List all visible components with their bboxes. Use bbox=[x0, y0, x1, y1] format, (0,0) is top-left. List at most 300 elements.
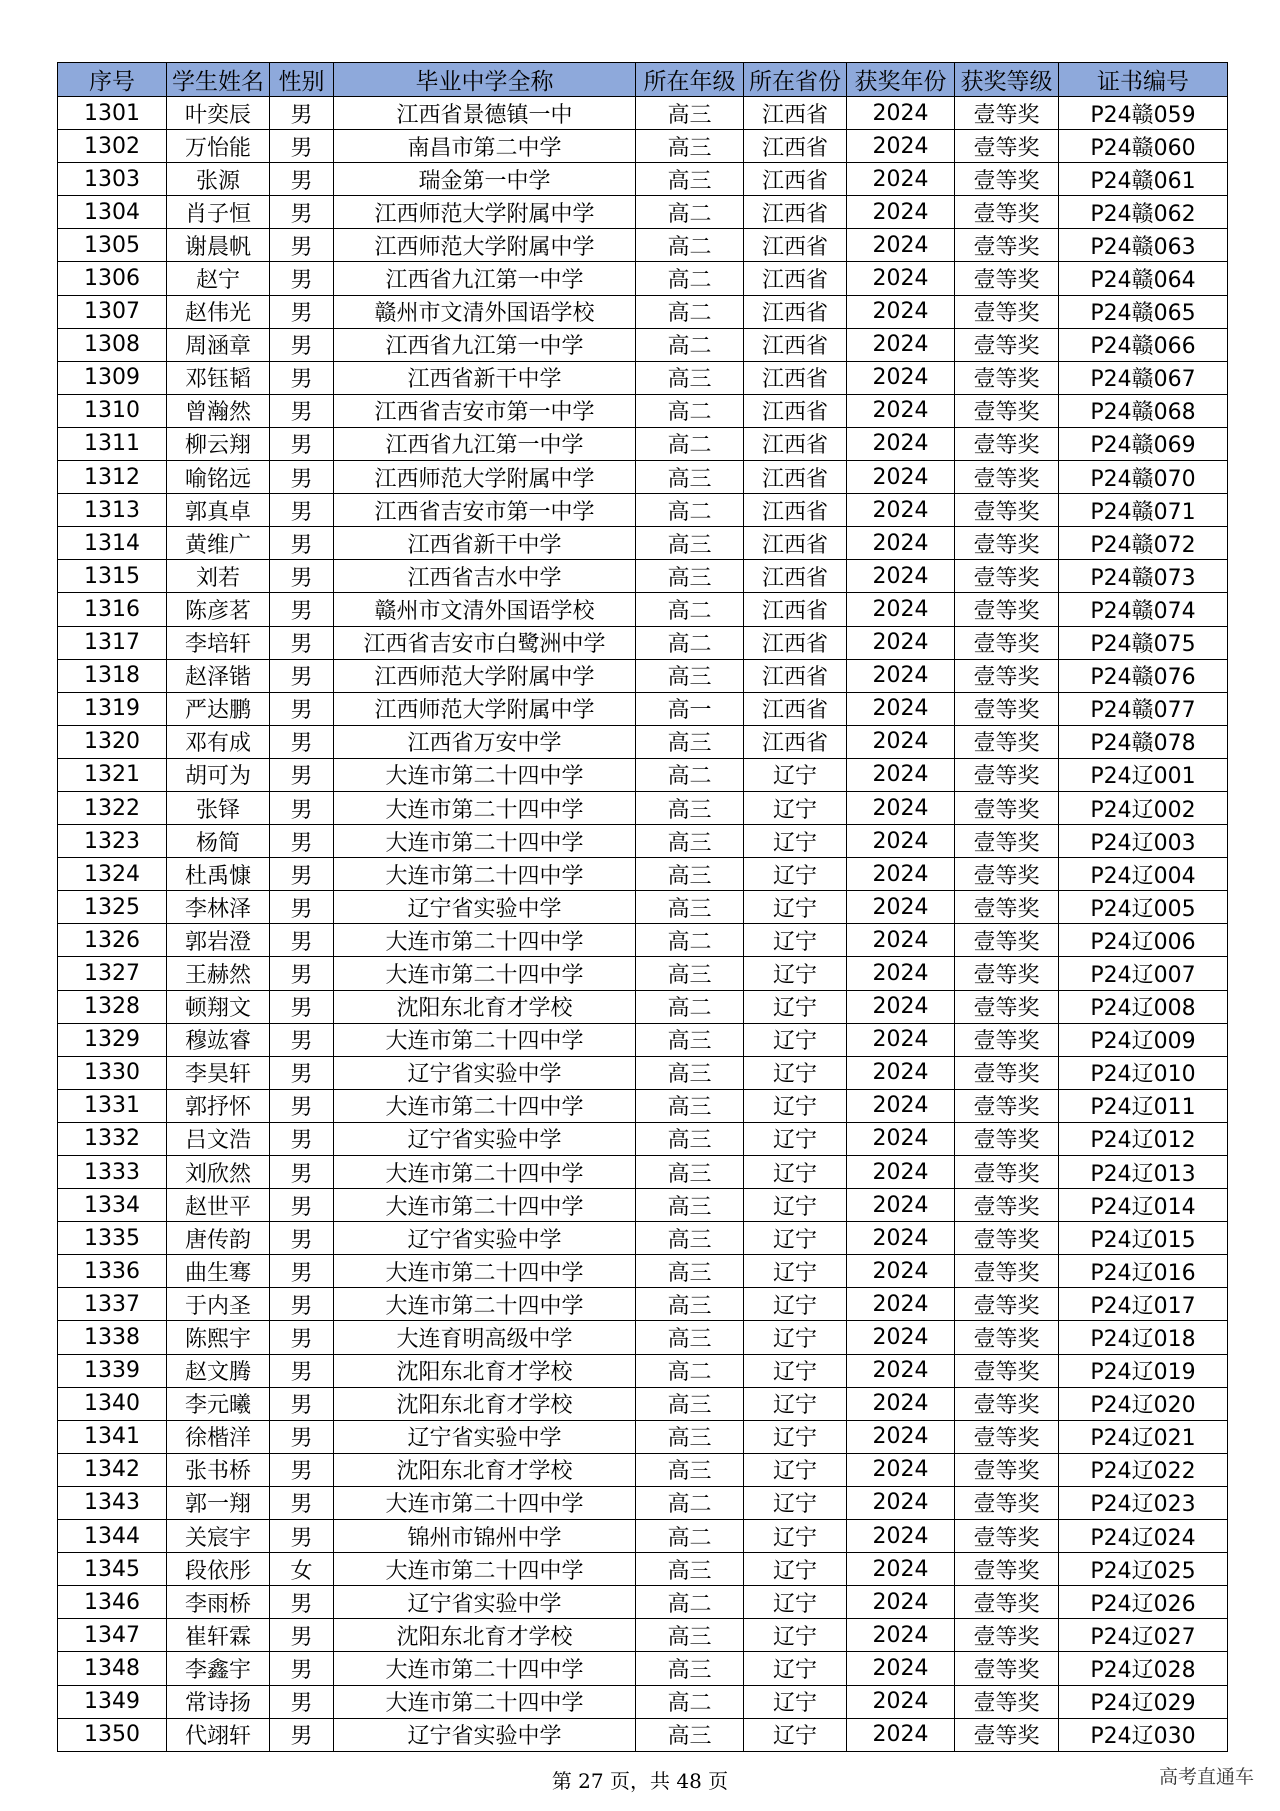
table-cell: 女 bbox=[270, 1553, 334, 1586]
table-cell: 2024 bbox=[847, 825, 955, 858]
table-cell: 壹等奖 bbox=[955, 990, 1059, 1023]
table-cell: 江西省 bbox=[744, 394, 847, 427]
header-cell: 获奖年份 bbox=[847, 63, 955, 97]
table-cell: 男 bbox=[270, 924, 334, 957]
table-cell: 2024 bbox=[847, 361, 955, 394]
table-cell: 江西省 bbox=[744, 494, 847, 527]
table-cell: 辽宁 bbox=[744, 1255, 847, 1288]
table-cell: 高二 bbox=[636, 494, 744, 527]
table-row bbox=[58, 825, 1228, 858]
table-cell: P24辽026 bbox=[1059, 1586, 1228, 1619]
table-cell: 刘欣然 bbox=[167, 1156, 270, 1189]
table-cell: 1331 bbox=[58, 1089, 167, 1122]
table-cell: 江西省 bbox=[744, 659, 847, 692]
table-cell: 2024 bbox=[847, 1652, 955, 1685]
table-cell: 1312 bbox=[58, 461, 167, 494]
table-cell: P24赣075 bbox=[1059, 626, 1228, 659]
table-cell: 男 bbox=[270, 130, 334, 163]
table-cell: 1309 bbox=[58, 361, 167, 394]
table-cell: 男 bbox=[270, 1122, 334, 1155]
table-cell: 2024 bbox=[847, 1453, 955, 1486]
table-cell: 高三 bbox=[636, 1122, 744, 1155]
table-cell: 2024 bbox=[847, 1089, 955, 1122]
table-cell: 2024 bbox=[847, 295, 955, 328]
table-cell: 男 bbox=[270, 957, 334, 990]
table-cell: 李昊轩 bbox=[167, 1056, 270, 1089]
table-cell: 高二 bbox=[636, 1685, 744, 1718]
table-cell: 男 bbox=[270, 626, 334, 659]
table-cell: 高二 bbox=[636, 626, 744, 659]
table-cell: 高三 bbox=[636, 1023, 744, 1056]
table-cell: 男 bbox=[270, 725, 334, 758]
table-cell: 李元曦 bbox=[167, 1387, 270, 1420]
table-row bbox=[58, 659, 1228, 692]
table-cell: 高三 bbox=[636, 858, 744, 891]
table-cell: 段依彤 bbox=[167, 1553, 270, 1586]
table-cell: 曲生骞 bbox=[167, 1255, 270, 1288]
table-cell: 江西省九江第一中学 bbox=[334, 427, 636, 460]
table-cell: 高三 bbox=[636, 1288, 744, 1321]
table-cell: 壹等奖 bbox=[955, 1255, 1059, 1288]
table-cell: 壹等奖 bbox=[955, 1387, 1059, 1420]
table-cell: 壹等奖 bbox=[955, 1420, 1059, 1453]
table-cell: 高三 bbox=[636, 1553, 744, 1586]
table-cell: 赣州市文清外国语学校 bbox=[334, 295, 636, 328]
table-row bbox=[58, 1089, 1228, 1122]
table-cell: 壹等奖 bbox=[955, 262, 1059, 295]
table-cell: 壹等奖 bbox=[955, 1553, 1059, 1586]
table-cell: 辽宁 bbox=[744, 1222, 847, 1255]
table-cell: 高二 bbox=[636, 758, 744, 791]
header-cell: 序号 bbox=[58, 63, 167, 97]
table-cell: 高三 bbox=[636, 725, 744, 758]
table-cell: 2024 bbox=[847, 130, 955, 163]
table-cell: 2024 bbox=[847, 593, 955, 626]
table-row bbox=[58, 593, 1228, 626]
table-cell: 壹等奖 bbox=[955, 1156, 1059, 1189]
table-cell: 李鑫宇 bbox=[167, 1652, 270, 1685]
table-cell: 江西省 bbox=[744, 725, 847, 758]
table-cell: 辽宁 bbox=[744, 1288, 847, 1321]
table-cell: 大连市第二十四中学 bbox=[334, 758, 636, 791]
table-cell: 男 bbox=[270, 527, 334, 560]
table-cell: 男 bbox=[270, 1255, 334, 1288]
table-cell: 郭一翔 bbox=[167, 1486, 270, 1519]
table-cell: 男 bbox=[270, 1056, 334, 1089]
table-cell: P24辽020 bbox=[1059, 1387, 1228, 1420]
table-cell: 壹等奖 bbox=[955, 560, 1059, 593]
table-cell: 男 bbox=[270, 1718, 334, 1751]
table-cell: 辽宁 bbox=[744, 1685, 847, 1718]
table-cell: P24辽023 bbox=[1059, 1486, 1228, 1519]
table-cell: 李林泽 bbox=[167, 891, 270, 924]
table-cell: 高三 bbox=[636, 97, 744, 130]
table-cell: 壹等奖 bbox=[955, 1122, 1059, 1155]
table-cell: 1319 bbox=[58, 692, 167, 725]
table-cell: 壹等奖 bbox=[955, 1586, 1059, 1619]
table-cell: 2024 bbox=[847, 990, 955, 1023]
table-cell: 2024 bbox=[847, 891, 955, 924]
table-cell: 1343 bbox=[58, 1486, 167, 1519]
table-cell: P24赣069 bbox=[1059, 427, 1228, 460]
page-number: 第 27 页，共 48 页 bbox=[551, 1769, 729, 1793]
table-cell: 南昌市第二中学 bbox=[334, 130, 636, 163]
table-cell: 辽宁 bbox=[744, 1122, 847, 1155]
table-cell: 2024 bbox=[847, 1586, 955, 1619]
table-row bbox=[58, 957, 1228, 990]
table-cell: 赵宁 bbox=[167, 262, 270, 295]
table-cell: 江西省 bbox=[744, 593, 847, 626]
table-row bbox=[58, 1056, 1228, 1089]
table-cell: P24辽010 bbox=[1059, 1056, 1228, 1089]
table-cell: 1315 bbox=[58, 560, 167, 593]
table-cell: 男 bbox=[270, 692, 334, 725]
table-cell: 2024 bbox=[847, 1056, 955, 1089]
table-cell: 代翊轩 bbox=[167, 1718, 270, 1751]
table-cell: 辽宁省实验中学 bbox=[334, 1586, 636, 1619]
table-cell: 1301 bbox=[58, 97, 167, 130]
table-cell: 辽宁 bbox=[744, 791, 847, 824]
table-cell: 辽宁 bbox=[744, 1586, 847, 1619]
table-cell: 1348 bbox=[58, 1652, 167, 1685]
table-cell: 辽宁 bbox=[744, 924, 847, 957]
table-cell: 壹等奖 bbox=[955, 891, 1059, 924]
table-cell: P24辽008 bbox=[1059, 990, 1228, 1023]
table-cell: 辽宁省实验中学 bbox=[334, 1056, 636, 1089]
table-cell: P24辽016 bbox=[1059, 1255, 1228, 1288]
table-cell: 高三 bbox=[636, 1420, 744, 1453]
table-cell: 大连市第二十四中学 bbox=[334, 1255, 636, 1288]
table-cell: 壹等奖 bbox=[955, 1288, 1059, 1321]
table-cell: P24赣073 bbox=[1059, 560, 1228, 593]
table-cell: 1305 bbox=[58, 229, 167, 262]
table-cell: P24辽014 bbox=[1059, 1189, 1228, 1222]
table-row bbox=[58, 692, 1228, 725]
table-cell: P24辽002 bbox=[1059, 791, 1228, 824]
table-cell: 1328 bbox=[58, 990, 167, 1023]
header-cell: 学生姓名 bbox=[167, 63, 270, 97]
table-cell: 江西师范大学附属中学 bbox=[334, 196, 636, 229]
table-cell: 高二 bbox=[636, 1486, 744, 1519]
table-cell: 江西省 bbox=[744, 328, 847, 361]
table-cell: 严达鹏 bbox=[167, 692, 270, 725]
table-cell: 壹等奖 bbox=[955, 295, 1059, 328]
table-cell: 男 bbox=[270, 1321, 334, 1354]
table-row bbox=[58, 1520, 1228, 1553]
table-cell: 1322 bbox=[58, 791, 167, 824]
table-cell: 高三 bbox=[636, 1718, 744, 1751]
table-cell: P24辽029 bbox=[1059, 1685, 1228, 1718]
table-cell: 男 bbox=[270, 1685, 334, 1718]
table-cell: 李培轩 bbox=[167, 626, 270, 659]
table-cell: 男 bbox=[270, 494, 334, 527]
table-cell: 江西省吉水中学 bbox=[334, 560, 636, 593]
table-cell: 壹等奖 bbox=[955, 1486, 1059, 1519]
table-cell: 大连市第二十四中学 bbox=[334, 858, 636, 891]
table-cell: 2024 bbox=[847, 560, 955, 593]
table-cell: 壹等奖 bbox=[955, 1321, 1059, 1354]
table-cell: 大连市第二十四中学 bbox=[334, 791, 636, 824]
table-cell: 肖子恒 bbox=[167, 196, 270, 229]
table-cell: 壹等奖 bbox=[955, 1354, 1059, 1387]
results-sheet bbox=[57, 62, 1227, 1752]
table-cell: 2024 bbox=[847, 1553, 955, 1586]
table-cell: 男 bbox=[270, 1222, 334, 1255]
table-cell: 赵世平 bbox=[167, 1189, 270, 1222]
table-cell: 1337 bbox=[58, 1288, 167, 1321]
table-cell: 2024 bbox=[847, 196, 955, 229]
table-cell: P24赣063 bbox=[1059, 229, 1228, 262]
table-cell: 2024 bbox=[847, 427, 955, 460]
table-cell: 壹等奖 bbox=[955, 1189, 1059, 1222]
table-cell: 刘若 bbox=[167, 560, 270, 593]
table-row bbox=[58, 262, 1228, 295]
table-cell: 壹等奖 bbox=[955, 1685, 1059, 1718]
table-cell: P24辽018 bbox=[1059, 1321, 1228, 1354]
table-cell: 江西师范大学附属中学 bbox=[334, 692, 636, 725]
table-cell: 男 bbox=[270, 1354, 334, 1387]
table-row bbox=[58, 1122, 1228, 1155]
table-cell: 1349 bbox=[58, 1685, 167, 1718]
table-cell: 江西省万安中学 bbox=[334, 725, 636, 758]
table-cell: P24赣071 bbox=[1059, 494, 1228, 527]
table-cell: 1345 bbox=[58, 1553, 167, 1586]
table-cell: 江西省吉安市第一中学 bbox=[334, 494, 636, 527]
table-cell: 高三 bbox=[636, 1453, 744, 1486]
table-cell: 男 bbox=[270, 1288, 334, 1321]
table-cell: 壹等奖 bbox=[955, 527, 1059, 560]
table-cell: 1327 bbox=[58, 957, 167, 990]
table-cell: 大连市第二十四中学 bbox=[334, 1486, 636, 1519]
table-cell: 辽宁 bbox=[744, 1652, 847, 1685]
table-cell: 男 bbox=[270, 163, 334, 196]
table-cell: P24辽009 bbox=[1059, 1023, 1228, 1056]
table-cell: P24赣064 bbox=[1059, 262, 1228, 295]
table-cell: 大连市第二十四中学 bbox=[334, 1652, 636, 1685]
table-cell: 2024 bbox=[847, 725, 955, 758]
table-cell: 赵伟光 bbox=[167, 295, 270, 328]
table-cell: 男 bbox=[270, 758, 334, 791]
table-cell: 2024 bbox=[847, 1156, 955, 1189]
table-cell: 壹等奖 bbox=[955, 328, 1059, 361]
table-cell: 1306 bbox=[58, 262, 167, 295]
table-cell: 高二 bbox=[636, 394, 744, 427]
table-cell: 赣州市文清外国语学校 bbox=[334, 593, 636, 626]
table-cell: P24辽007 bbox=[1059, 957, 1228, 990]
table-cell: 1320 bbox=[58, 725, 167, 758]
table-cell: P24赣065 bbox=[1059, 295, 1228, 328]
table-cell: 高二 bbox=[636, 1354, 744, 1387]
table-cell: P24辽015 bbox=[1059, 1222, 1228, 1255]
table-cell: 男 bbox=[270, 1089, 334, 1122]
table-cell: 崔轩霖 bbox=[167, 1619, 270, 1652]
table-cell: 1311 bbox=[58, 427, 167, 460]
table-row bbox=[58, 361, 1228, 394]
table-cell: 2024 bbox=[847, 924, 955, 957]
table-row bbox=[58, 527, 1228, 560]
table-cell: 高三 bbox=[636, 957, 744, 990]
table-row bbox=[58, 1486, 1228, 1519]
table-cell: P24辽027 bbox=[1059, 1619, 1228, 1652]
table-cell: 江西省 bbox=[744, 692, 847, 725]
table-cell: 男 bbox=[270, 97, 334, 130]
table-cell: 1321 bbox=[58, 758, 167, 791]
table-cell: 辽宁 bbox=[744, 1553, 847, 1586]
table-cell: 高三 bbox=[636, 1089, 744, 1122]
table-cell: 2024 bbox=[847, 394, 955, 427]
table-row bbox=[58, 1420, 1228, 1453]
table-cell: 赵文腾 bbox=[167, 1354, 270, 1387]
table-cell: 男 bbox=[270, 560, 334, 593]
table-cell: 2024 bbox=[847, 461, 955, 494]
table-cell: 穆竑睿 bbox=[167, 1023, 270, 1056]
table-cell: 江西省 bbox=[744, 295, 847, 328]
table-cell: 沈阳东北育才学校 bbox=[334, 1387, 636, 1420]
table-cell: 高三 bbox=[636, 1189, 744, 1222]
table-cell: 沈阳东北育才学校 bbox=[334, 990, 636, 1023]
table-cell: 高三 bbox=[636, 560, 744, 593]
table-cell: 沈阳东北育才学校 bbox=[334, 1354, 636, 1387]
table-cell: 1333 bbox=[58, 1156, 167, 1189]
table-cell: 高三 bbox=[636, 1222, 744, 1255]
table-cell: 叶奕辰 bbox=[167, 97, 270, 130]
table-cell: 大连市第二十四中学 bbox=[334, 924, 636, 957]
table-cell: 2024 bbox=[847, 494, 955, 527]
table-cell: P24赣077 bbox=[1059, 692, 1228, 725]
table-row bbox=[58, 1321, 1228, 1354]
table-cell: 2024 bbox=[847, 1619, 955, 1652]
table-cell: 男 bbox=[270, 990, 334, 1023]
table-cell: 高三 bbox=[636, 1387, 744, 1420]
table-cell: 2024 bbox=[847, 262, 955, 295]
table-cell: 唐传韵 bbox=[167, 1222, 270, 1255]
table-cell: 大连市第二十四中学 bbox=[334, 1189, 636, 1222]
table-cell: 高二 bbox=[636, 1520, 744, 1553]
table-cell: 辽宁 bbox=[744, 957, 847, 990]
table-cell: 高二 bbox=[636, 1586, 744, 1619]
table-cell: 1314 bbox=[58, 527, 167, 560]
table-cell: 徐楷洋 bbox=[167, 1420, 270, 1453]
header-cell: 所在省份 bbox=[744, 63, 847, 97]
table-cell: 辽宁省实验中学 bbox=[334, 891, 636, 924]
header-cell: 性别 bbox=[270, 63, 334, 97]
table-row bbox=[58, 295, 1228, 328]
table-cell: 1323 bbox=[58, 825, 167, 858]
table-cell: 高三 bbox=[636, 361, 744, 394]
table-cell: 1332 bbox=[58, 1122, 167, 1155]
table-cell: P24赣060 bbox=[1059, 130, 1228, 163]
header-cell: 获奖等级 bbox=[955, 63, 1059, 97]
table-cell: 高三 bbox=[636, 825, 744, 858]
table-cell: 壹等奖 bbox=[955, 1718, 1059, 1751]
table-cell: 壹等奖 bbox=[955, 1520, 1059, 1553]
table-row bbox=[58, 725, 1228, 758]
table-cell: 辽宁 bbox=[744, 1354, 847, 1387]
table-cell: 高二 bbox=[636, 924, 744, 957]
table-cell: 江西省 bbox=[744, 262, 847, 295]
table-cell: 男 bbox=[270, 593, 334, 626]
award-table bbox=[57, 62, 1228, 1752]
table-cell: 壹等奖 bbox=[955, 130, 1059, 163]
table-cell: 常诗扬 bbox=[167, 1685, 270, 1718]
table-cell: 大连市第二十四中学 bbox=[334, 957, 636, 990]
table-cell: 高三 bbox=[636, 1321, 744, 1354]
table-cell: 男 bbox=[270, 1520, 334, 1553]
table-cell: 高三 bbox=[636, 1652, 744, 1685]
table-row bbox=[58, 1685, 1228, 1718]
table-cell: P24赣078 bbox=[1059, 725, 1228, 758]
table-row bbox=[58, 1586, 1228, 1619]
table-cell: 壹等奖 bbox=[955, 427, 1059, 460]
table-row bbox=[58, 1718, 1228, 1751]
table-cell: 辽宁 bbox=[744, 1321, 847, 1354]
table-cell: 1338 bbox=[58, 1321, 167, 1354]
table-cell: 江西省 bbox=[744, 560, 847, 593]
table-row bbox=[58, 1354, 1228, 1387]
table-cell: 江西省 bbox=[744, 361, 847, 394]
table-cell: 1324 bbox=[58, 858, 167, 891]
table-cell: 男 bbox=[270, 229, 334, 262]
table-cell: 高三 bbox=[636, 527, 744, 560]
table-cell: 壹等奖 bbox=[955, 361, 1059, 394]
table-cell: 锦州市锦州中学 bbox=[334, 1520, 636, 1553]
table-row bbox=[58, 1387, 1228, 1420]
table-cell: 杜禹慷 bbox=[167, 858, 270, 891]
table-row bbox=[58, 494, 1228, 527]
table-row bbox=[58, 1652, 1228, 1685]
table-cell: 高三 bbox=[636, 1619, 744, 1652]
table-cell: P24辽005 bbox=[1059, 891, 1228, 924]
table-cell: 2024 bbox=[847, 659, 955, 692]
table-row bbox=[58, 461, 1228, 494]
table-cell: 2024 bbox=[847, 163, 955, 196]
table-cell: 1303 bbox=[58, 163, 167, 196]
table-cell: 男 bbox=[270, 295, 334, 328]
table-cell: 辽宁 bbox=[744, 1387, 847, 1420]
table-row bbox=[58, 196, 1228, 229]
table-row bbox=[58, 1023, 1228, 1056]
table-cell: 江西省新干中学 bbox=[334, 361, 636, 394]
table-cell: 辽宁 bbox=[744, 1420, 847, 1453]
table-row bbox=[58, 1619, 1228, 1652]
table-cell: 1347 bbox=[58, 1619, 167, 1652]
table-cell: 男 bbox=[270, 1387, 334, 1420]
table-cell: 1344 bbox=[58, 1520, 167, 1553]
table-cell: 2024 bbox=[847, 692, 955, 725]
table-cell: 张书桥 bbox=[167, 1453, 270, 1486]
table-cell: 大连市第二十四中学 bbox=[334, 1023, 636, 1056]
table-cell: 于内圣 bbox=[167, 1288, 270, 1321]
table-cell: 辽宁 bbox=[744, 825, 847, 858]
table-cell: 邓有成 bbox=[167, 725, 270, 758]
table-cell: 2024 bbox=[847, 1122, 955, 1155]
table-cell: 壹等奖 bbox=[955, 97, 1059, 130]
table-cell: 辽宁省实验中学 bbox=[334, 1718, 636, 1751]
table-cell: 男 bbox=[270, 394, 334, 427]
table-cell: 壹等奖 bbox=[955, 1652, 1059, 1685]
table-cell: 1302 bbox=[58, 130, 167, 163]
table-cell: 1342 bbox=[58, 1453, 167, 1486]
table-cell: 高三 bbox=[636, 891, 744, 924]
table-cell: 辽宁省实验中学 bbox=[334, 1222, 636, 1255]
table-cell: P24辽011 bbox=[1059, 1089, 1228, 1122]
table-cell: 壹等奖 bbox=[955, 1023, 1059, 1056]
table-cell: 壹等奖 bbox=[955, 725, 1059, 758]
table-row bbox=[58, 924, 1228, 957]
table-cell: 高三 bbox=[636, 659, 744, 692]
table-cell: 万怡能 bbox=[167, 130, 270, 163]
table-cell: 辽宁 bbox=[744, 1056, 847, 1089]
